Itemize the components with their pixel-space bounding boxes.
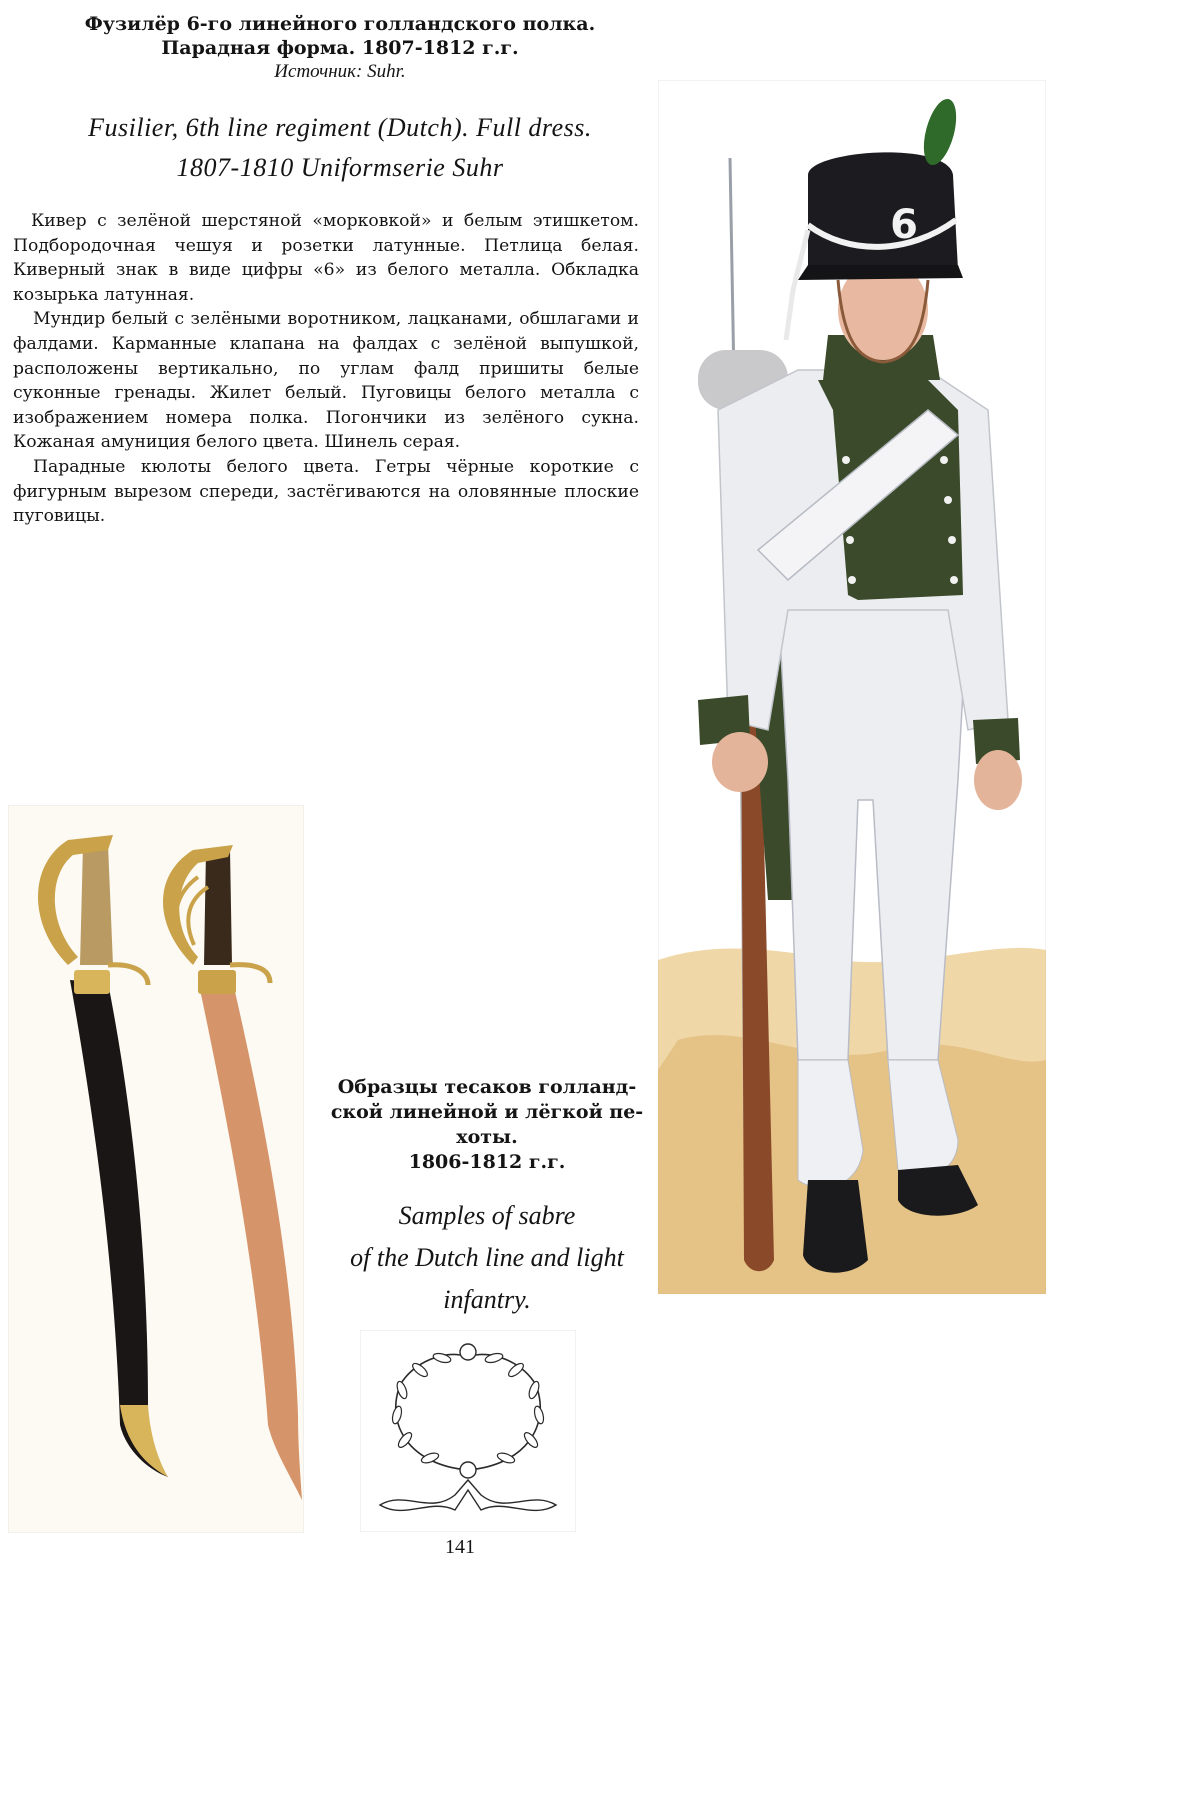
hand-right <box>974 750 1022 810</box>
description-paragraph-coat: Мундир белый с зелёными воротником, лацканами, обшлагами и фалдами. Карманные клапана на фалдах с зелёной выпушкой, расположены вертикально, по углам фалд пришиты белые суконные гренады. Жилет белый. Пуговицы белого металла с изображением номера полка. Погончики из зелёного сукна. Кожаная амуниция белого цвета. Шинель серая. <box>13 309 639 453</box>
page-number: 141 <box>445 1536 475 1558</box>
description-paragraph-shako: Кивер с зелёной шерстяной «морковкой» и белым этишкетом. Подбородочная чешуя и розетки латунные. Петлица белая. Киверный знак в виде цифры «6» из белого металла. Обкладка козырька латунная. <box>13 211 639 305</box>
hand-left <box>712 732 768 792</box>
sabres-caption-en-line3: infantry. <box>443 1285 531 1314</box>
black-scabbard-throat <box>74 970 110 994</box>
boot-left <box>803 1180 868 1273</box>
sabres-caption-en <box>326 1195 648 1321</box>
wreath-top-rosette <box>460 1344 476 1360</box>
sabres-caption-ru-line3: хоты. <box>456 1126 518 1148</box>
wreath-bottom-rosette <box>460 1462 476 1478</box>
left-grip <box>80 845 113 965</box>
title-ru-line2: Парадная форма. 1807-1812 г.г. <box>161 37 519 59</box>
title-en-line1: Fusilier, 6th line regiment (Dutch). Full dress. <box>88 113 592 142</box>
plate-title-en <box>20 108 660 188</box>
title-ru-line1: Фузилёр 6-го линейного голландского полка. <box>84 13 596 35</box>
sabres-caption-en-line2: of the Dutch line and light <box>350 1243 624 1272</box>
shako-plate-number: 6 <box>890 202 918 248</box>
fusilier-illustration <box>658 80 1046 1294</box>
laurel-wreath-ornament <box>360 1330 576 1532</box>
source-ru: Источник: Suhr. <box>274 61 406 82</box>
sabres-illustration <box>8 805 304 1533</box>
description-paragraph-breeches: Парадные кюлоты белого цвета. Гетры чёрные короткие с фигурным вырезом спереди, застёгиваются на оловянные плоские пуговицы. <box>13 456 639 527</box>
sabres-caption-ru <box>326 1075 648 1175</box>
sabres-caption-ru-line4: 1806-1812 г.г. <box>408 1151 566 1173</box>
shako-peak <box>798 265 963 280</box>
plate-title-ru <box>20 12 660 84</box>
tan-scabbard-throat <box>198 970 236 994</box>
right-grip <box>204 850 232 965</box>
shako <box>808 152 958 270</box>
sabres-caption-ru-line1: Образцы тесаков голланд- <box>337 1076 637 1098</box>
sabres-caption-ru-line2: ской линейной и лёгкой пе- <box>330 1101 644 1123</box>
sabres-caption-en-line1: Samples of sabre <box>398 1201 576 1230</box>
uniform-description <box>13 209 639 529</box>
title-en-line2: 1807-1810 Uniformserie Suhr <box>176 153 504 182</box>
